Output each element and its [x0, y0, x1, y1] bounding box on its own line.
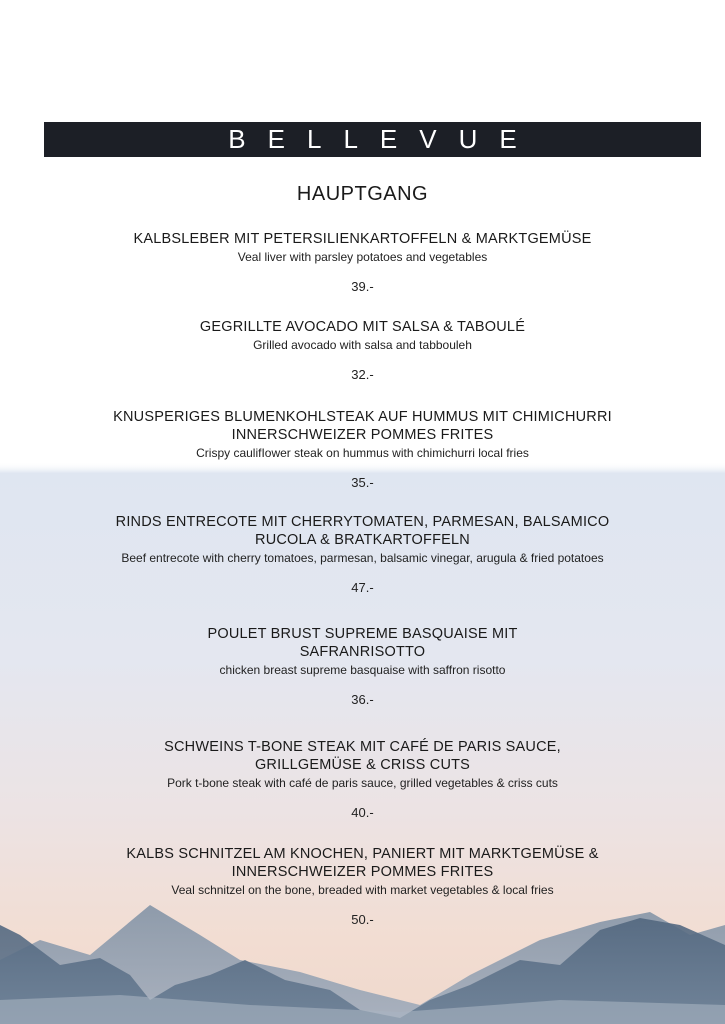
- dish-name-de: GEGRILLTE AVOCADO MIT SALSA & TABOULÉ: [199, 319, 526, 335]
- menu-item: [60, 408, 665, 491]
- dish-price: 40.-: [351, 805, 374, 820]
- dish-price: 39.-: [351, 279, 374, 294]
- menu-item: [60, 513, 665, 596]
- dish-name-de: KALBSLEBER MIT PETERSILIENKARTOFFELN & MARKTGEMÜSE: [133, 231, 592, 247]
- dish-name-en: Beef entrecote with cherry tomatoes, parmesan, balsamic vinegar, arugula & fried potatoes: [121, 551, 604, 565]
- dish-price: 50.-: [351, 912, 374, 927]
- dish-name-de: SCHWEINS T-BONE STEAK MIT CAFÉ DE PARIS SAUCE,: [164, 739, 561, 755]
- dish-name-en: Crispy caulifIower steak on hummus with chimichurri local fries: [196, 446, 529, 460]
- restaurant-name: BELLEVUE: [228, 124, 539, 154]
- dish-name-en: Grilled avocado with salsa and tabbouleh: [253, 338, 472, 352]
- menu-item: [60, 318, 665, 383]
- dish-name-en: chicken breast supreme basquaise with saffron risotto: [219, 663, 506, 677]
- dish-name-de: RINDS ENTRECOTE MIT CHERRYTOMATEN, PARMESAN, BALSAMICO: [115, 514, 610, 530]
- dish-name-en: Veal liver with parsley potatoes and vegetables: [237, 250, 488, 264]
- menu-item: [60, 845, 665, 928]
- dish-name-de: KNUSPERIGES BLUMENKOHLSTEAK AUF HUMMUS MIT CHIMICHURRI: [113, 409, 612, 425]
- dish-name-de-line-2: RUCOLA & BRATKARTOFFELN: [255, 532, 470, 548]
- dish-name-de: POULET BRUST SUPREME BASQUAISE MIT: [207, 626, 518, 642]
- menu-item: [60, 738, 665, 821]
- dish-price: 35.-: [351, 475, 374, 490]
- section-title: HAUPTGANG: [296, 183, 429, 205]
- dish-price: 36.-: [351, 692, 374, 707]
- dish-name-de-line-2: GRILLGEMÜSE & CRISS CUTS: [254, 757, 471, 773]
- dish-price: 47.-: [351, 580, 374, 595]
- dish-name-en: Pork t-bone steak with café de paris sauce, grilled vegetables & criss cuts: [167, 776, 558, 790]
- menu-item: [60, 625, 665, 708]
- dish-name-en: Veal schnitzel on the bone, breaded with market vegetables & local fries: [171, 883, 554, 897]
- dish-name-de: KALBS SCHNITZEL AM KNOCHEN, PANIERT MIT MARKTGEMÜSE &: [126, 846, 599, 862]
- dish-name-de-line-2: SAFRANRISOTTO: [299, 644, 426, 660]
- dish-name-de-line-2: INNERSCHWEIZER POMMES FRITES: [231, 427, 494, 443]
- menu-item: [60, 230, 665, 295]
- dish-price: 32.-: [351, 367, 374, 382]
- dish-name-de-line-2: INNERSCHWEIZER POMMES FRITES: [231, 864, 494, 880]
